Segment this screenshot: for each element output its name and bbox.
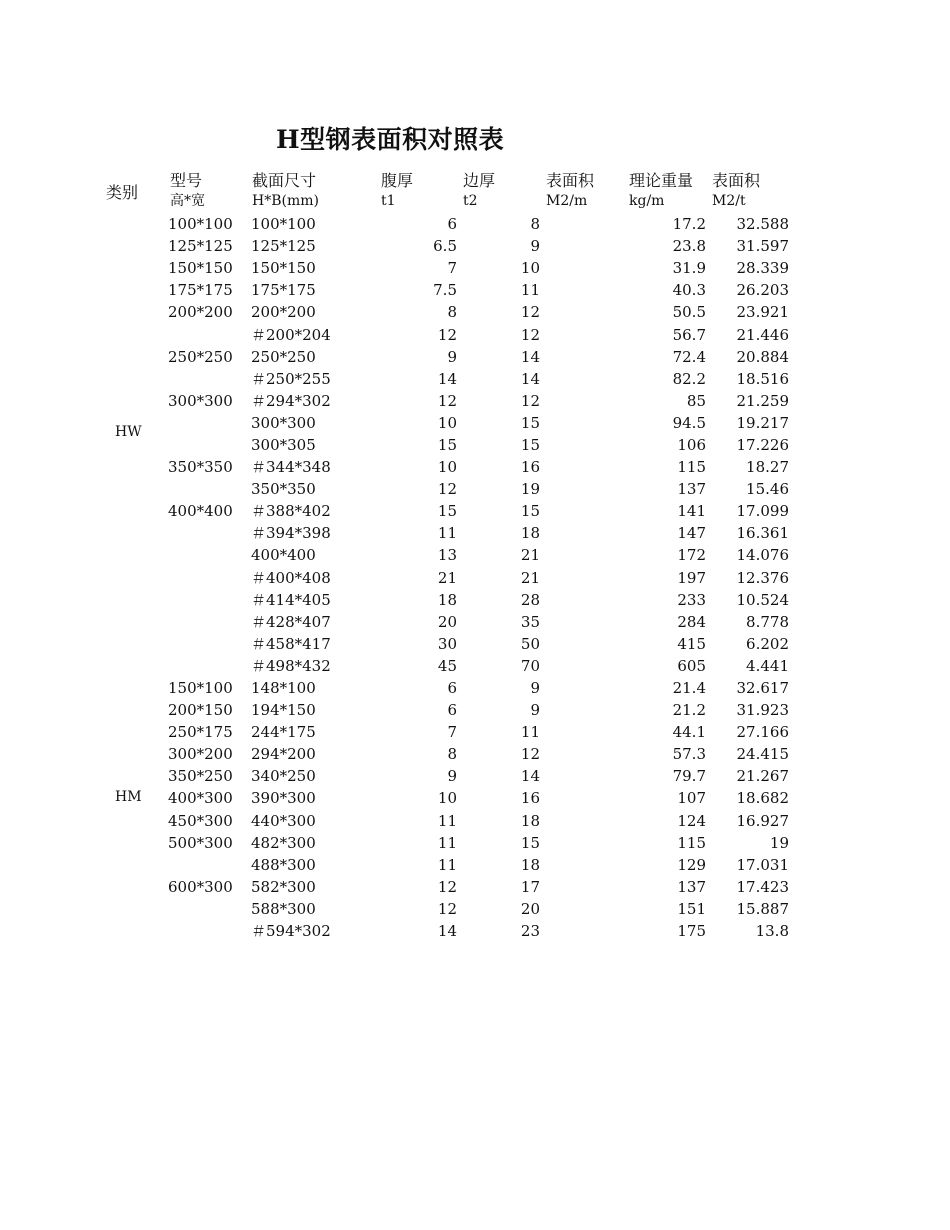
row-type: 200*200 [168,303,233,322]
row-weight: 129 [677,855,706,874]
row-weight: 50.5 [672,303,706,322]
row-weight: 197 [677,568,706,587]
row-area-per-t: 10.524 [736,590,789,609]
row-size: 125*125 [251,237,316,256]
row-flange-thickness: 9 [530,701,540,720]
row-area-per-m [540,567,623,589]
row-type: 400*400 [168,502,233,521]
row-area-per-m [540,677,623,699]
row-area-per-t: 14.076 [736,546,789,565]
row-area-per-m [540,235,623,257]
row-size: 194*150 [251,701,316,720]
row-size: 244*175 [251,723,316,742]
row-type [168,567,251,589]
row-weight: 21.2 [672,701,706,720]
row-size: 588*300 [251,899,316,918]
table-row [168,301,789,323]
row-size: 150*150 [251,259,316,278]
row-type [168,478,251,500]
spec-area-header-line2: M2/t [712,193,746,209]
row-area-per-m [540,898,623,920]
area-header [546,170,594,212]
t1-header [381,170,413,212]
row-size: 350*350 [251,480,316,499]
table-row [168,390,789,412]
row-flange-thickness: 14 [520,369,540,388]
table-row [168,567,789,589]
table-row [168,611,789,633]
row-area-per-t: 17.226 [736,435,789,454]
table-row [168,787,789,809]
row-web-thickness: 12 [437,391,457,410]
row-size: 200*200 [251,303,316,322]
row-weight: 115 [677,833,706,852]
row-web-thickness: 15 [437,502,457,521]
row-weight: 85 [686,391,706,410]
row-web-thickness: 11 [437,855,457,874]
row-type: 400*300 [168,789,233,808]
row-web-thickness: 12 [437,325,457,344]
row-area-per-t: 21.267 [736,767,789,786]
row-size: 300*305 [251,435,316,454]
row-flange-thickness: 12 [520,391,540,410]
row-area-per-t: 16.927 [736,811,789,830]
row-size: 482*300 [251,833,316,852]
row-size: 582*300 [251,877,316,896]
row-weight: 57.3 [672,745,706,764]
page-title: H型钢表面积对照表 [276,125,505,154]
table-row [168,765,789,787]
row-area-per-t: 21.446 [736,325,789,344]
row-flange-thickness: 18 [520,811,540,830]
row-web-thickness: 8 [447,745,457,764]
row-type: 350*350 [168,458,233,477]
table-row [168,655,789,677]
row-flange-thickness: 15 [520,833,540,852]
row-area-per-m [540,368,623,390]
row-area-per-m [540,655,623,677]
row-weight: 137 [677,877,706,896]
row-area-per-t: 21.259 [736,391,789,410]
row-type [168,920,251,942]
row-type [168,655,251,677]
t2-header [463,170,495,212]
row-flange-thickness: 12 [520,745,540,764]
type-header-line1: 型号 [170,171,203,190]
row-flange-thickness: 9 [530,679,540,698]
row-flange-thickness: 70 [520,656,540,675]
category-hw: HW [115,424,142,440]
row-type: 125*125 [168,237,233,256]
row-flange-thickness: 12 [520,325,540,344]
table-row [168,323,789,345]
row-flange-thickness: 23 [520,922,540,941]
row-weight: 44.1 [672,723,706,742]
row-area-per-t: 23.921 [736,303,789,322]
row-weight: 106 [677,435,706,454]
row-flange-thickness: 12 [520,303,540,322]
row-flange-thickness: 15 [520,435,540,454]
row-type: 350*250 [168,767,233,786]
row-web-thickness: 6.5 [433,237,457,256]
row-weight: 124 [677,811,706,830]
weight-header-line1: 理论重量 [629,171,694,190]
row-web-thickness: 10 [437,458,457,477]
row-weight: 40.3 [672,281,706,300]
row-web-thickness: 6 [447,215,457,234]
row-size: 390*300 [251,789,316,808]
row-weight: 415 [677,634,706,653]
table-row [168,920,789,942]
row-weight: 94.5 [672,413,706,432]
row-area-per-m [540,611,623,633]
row-flange-thickness: 9 [530,237,540,256]
row-flange-thickness: 16 [520,789,540,808]
weight-header [629,170,693,212]
type-header-line2: 高*宽 [170,193,205,209]
row-web-thickness: 15 [437,435,457,454]
row-area-per-m [540,257,623,279]
category-hm: HM [115,789,142,805]
size-header-line1: 截面尺寸 [252,171,317,190]
row-weight: 605 [677,656,706,675]
row-area-per-t: 8.778 [746,612,789,631]
row-web-thickness: 8 [447,303,457,322]
row-flange-thickness: 21 [520,546,540,565]
row-web-thickness: 45 [437,656,457,675]
row-size: ＃344*348 [251,458,331,477]
row-flange-thickness: 8 [530,215,540,234]
row-weight: 172 [677,546,706,565]
table-row [168,434,789,456]
steel-table [168,213,789,942]
table-row [168,832,789,854]
row-flange-thickness: 18 [520,855,540,874]
row-type [168,323,251,345]
row-area-per-m [540,478,623,500]
row-type: 200*150 [168,701,233,720]
t2-header-line2: t2 [463,193,478,209]
table-row [168,699,789,721]
row-flange-thickness: 18 [520,524,540,543]
row-web-thickness: 7 [447,723,457,742]
row-flange-thickness: 19 [520,480,540,499]
row-size: ＃400*408 [251,568,331,587]
row-type: 300*300 [168,391,233,410]
row-area-per-m [540,390,623,412]
row-web-thickness: 10 [437,413,457,432]
table-row [168,412,789,434]
row-type: 500*300 [168,833,233,852]
row-type: 250*250 [168,347,233,366]
row-type: 150*150 [168,259,233,278]
row-weight: 233 [677,590,706,609]
row-area-per-m [540,876,623,898]
row-flange-thickness: 21 [520,568,540,587]
row-area-per-t: 15.46 [746,480,789,499]
row-flange-thickness: 11 [520,723,540,742]
row-web-thickness: 11 [437,833,457,852]
table-row [168,854,789,876]
row-area-per-m [540,633,623,655]
row-flange-thickness: 35 [520,612,540,631]
row-area-per-m [540,721,623,743]
row-web-thickness: 11 [437,811,457,830]
row-area-per-m [540,854,623,876]
weight-header-line2: kg/m [629,193,665,209]
table-row [168,633,789,655]
row-type: 100*100 [168,215,233,234]
table-row [168,721,789,743]
category-header: 类别 [106,183,139,202]
row-area-per-m [540,456,623,478]
row-web-thickness: 11 [437,524,457,543]
row-area-per-m [540,213,623,235]
row-web-thickness: 21 [437,568,457,587]
row-area-per-m [540,279,623,301]
row-size: 300*300 [251,413,316,432]
table-row [168,522,789,544]
row-area-per-m [540,544,623,566]
row-area-per-m [540,699,623,721]
row-type [168,633,251,655]
t1-header-line1: 腹厚 [381,171,414,190]
spec-area-header [712,170,760,212]
row-web-thickness: 12 [437,480,457,499]
row-area-per-m [540,500,623,522]
table-row [168,213,789,235]
row-web-thickness: 7 [447,259,457,278]
row-area-per-t: 31.597 [736,237,789,256]
row-web-thickness: 9 [447,767,457,786]
row-area-per-t: 32.617 [736,679,789,698]
row-area-per-m [540,522,623,544]
row-size: ＃458*417 [251,634,331,653]
row-area-per-m [540,301,623,323]
row-web-thickness: 7.5 [433,281,457,300]
row-area-per-t: 18.516 [736,369,789,388]
row-area-per-m [540,765,623,787]
row-weight: 151 [677,899,706,918]
table-row [168,589,789,611]
row-flange-thickness: 50 [520,634,540,653]
t1-header-line2: t1 [381,193,396,209]
row-web-thickness: 6 [447,679,457,698]
row-area-per-m [540,346,623,368]
row-weight: 21.4 [672,679,706,698]
row-weight: 175 [677,922,706,941]
row-web-thickness: 14 [437,922,457,941]
row-size: ＃394*398 [251,524,331,543]
row-flange-thickness: 15 [520,413,540,432]
row-area-per-m [540,323,623,345]
row-web-thickness: 13 [437,546,457,565]
row-flange-thickness: 28 [520,590,540,609]
row-size: ＃414*405 [251,590,331,609]
table-row [168,544,789,566]
row-flange-thickness: 17 [520,877,540,896]
steel-table-body [168,213,789,942]
row-web-thickness: 12 [437,877,457,896]
row-flange-thickness: 10 [520,259,540,278]
row-area-per-t: 20.884 [736,347,789,366]
row-size: 294*200 [251,745,316,764]
row-weight: 147 [677,524,706,543]
row-web-thickness: 9 [447,347,457,366]
row-area-per-t: 12.376 [736,568,789,587]
row-type [168,368,251,390]
row-area-per-m [540,810,623,832]
row-area-per-t: 19 [769,833,789,852]
row-weight: 31.9 [672,259,706,278]
row-size: ＃594*302 [251,922,331,941]
row-weight: 115 [677,458,706,477]
row-weight: 79.7 [672,767,706,786]
row-area-per-t: 17.031 [736,855,789,874]
row-area-per-m [540,787,623,809]
spec-area-header-line1: 表面积 [712,171,761,190]
size-header-line2: H*B(mm) [252,193,319,209]
row-web-thickness: 30 [437,634,457,653]
t2-header-line1: 边厚 [463,171,496,190]
row-weight: 72.4 [672,347,706,366]
row-weight: 284 [677,612,706,631]
row-weight: 82.2 [672,369,706,388]
row-area-per-t: 4.441 [746,656,789,675]
row-area-per-m [540,920,623,942]
row-area-per-t: 24.415 [736,745,789,764]
table-row [168,456,789,478]
row-area-per-t: 32.588 [736,215,789,234]
row-type [168,412,251,434]
row-type: 175*175 [168,281,233,300]
row-area-per-t: 28.339 [736,259,789,278]
row-area-per-t: 27.166 [736,723,789,742]
row-type [168,434,251,456]
row-size: 440*300 [251,811,316,830]
row-size: 175*175 [251,281,316,300]
row-area-per-t: 17.423 [736,877,789,896]
table-row [168,743,789,765]
row-web-thickness: 18 [437,590,457,609]
table-row [168,500,789,522]
row-type [168,522,251,544]
row-size: 488*300 [251,855,316,874]
row-size: 250*250 [251,347,316,366]
row-type [168,854,251,876]
type-header [170,170,205,212]
row-flange-thickness: 15 [520,502,540,521]
size-header [252,170,319,212]
row-type: 300*200 [168,745,233,764]
row-area-per-t: 31.923 [736,701,789,720]
row-type: 600*300 [168,877,233,896]
row-area-per-t: 26.203 [736,281,789,300]
row-area-per-t: 6.202 [746,634,789,653]
row-type [168,589,251,611]
row-type [168,898,251,920]
row-web-thickness: 6 [447,701,457,720]
table-row [168,677,789,699]
table-row [168,810,789,832]
row-area-per-t: 15.887 [736,899,789,918]
row-size: 400*400 [251,546,316,565]
table-row [168,235,789,257]
row-weight: 141 [677,502,706,521]
row-web-thickness: 10 [437,789,457,808]
row-flange-thickness: 16 [520,458,540,477]
row-size: ＃498*432 [251,656,331,675]
table-row [168,898,789,920]
row-type: 250*175 [168,723,233,742]
row-area-per-t: 13.8 [755,922,789,941]
row-weight: 56.7 [672,325,706,344]
row-flange-thickness: 20 [520,899,540,918]
row-flange-thickness: 11 [520,281,540,300]
row-web-thickness: 20 [437,612,457,631]
row-web-thickness: 12 [437,899,457,918]
row-type [168,544,251,566]
row-type [168,611,251,633]
table-row [168,346,789,368]
area-header-line2: M2/m [546,193,588,209]
table-row [168,279,789,301]
row-area-per-m [540,434,623,456]
row-type: 450*300 [168,811,233,830]
table-row [168,368,789,390]
table-row [168,478,789,500]
table-row [168,257,789,279]
row-size: 340*250 [251,767,316,786]
row-area-per-t: 18.27 [746,458,789,477]
row-weight: 107 [677,789,706,808]
row-size: ＃250*255 [251,369,331,388]
row-area-per-m [540,412,623,434]
row-flange-thickness: 14 [520,767,540,786]
row-weight: 17.2 [672,215,706,234]
row-area-per-m [540,832,623,854]
row-web-thickness: 14 [437,369,457,388]
row-size: ＃294*302 [251,391,331,410]
row-weight: 137 [677,480,706,499]
row-area-per-t: 18.682 [736,789,789,808]
area-header-line1: 表面积 [546,171,595,190]
row-size: 100*100 [251,215,316,234]
row-size: ＃388*402 [251,502,331,521]
row-type: 150*100 [168,679,233,698]
row-size: ＃428*407 [251,612,331,631]
row-weight: 23.8 [672,237,706,256]
row-area-per-m [540,743,623,765]
row-size: ＃200*204 [251,325,331,344]
row-area-per-t: 19.217 [736,413,789,432]
row-flange-thickness: 14 [520,347,540,366]
row-area-per-t: 16.361 [736,524,789,543]
table-row [168,876,789,898]
row-area-per-m [540,589,623,611]
row-area-per-t: 17.099 [736,502,789,521]
row-size: 148*100 [251,679,316,698]
